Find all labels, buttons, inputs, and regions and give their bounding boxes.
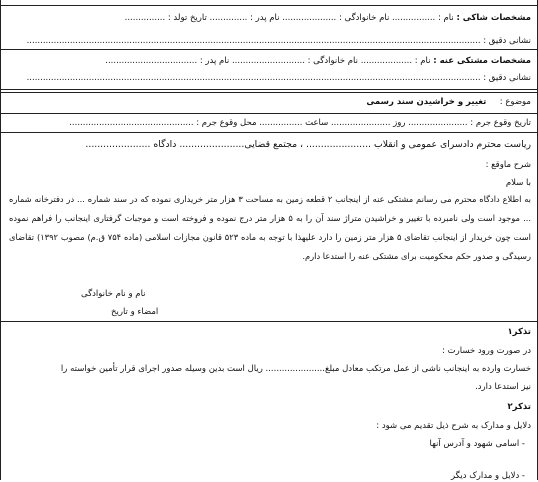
defendant-row	[7, 55, 531, 67]
complainant-address: نشانی دقیق : ........................................................................................................................................................................	[26, 36, 531, 46]
greeting: با سلام	[505, 178, 531, 188]
defendant-address: نشانی دقیق : ........................................................................................................................................................................	[26, 73, 531, 83]
divider	[1, 113, 537, 114]
note2-bullet-1: - اسامی شهود و آدرس آنها	[429, 439, 525, 449]
note2-title: تذکر۲	[507, 402, 531, 412]
note1-line1: در صورت ورود خسارت :	[442, 346, 531, 356]
note1-title: تذکر۱	[507, 327, 531, 337]
description-label: شرح ماوقع :	[485, 160, 531, 170]
subject-row	[7, 96, 531, 108]
divider	[1, 89, 537, 90]
divider	[1, 321, 537, 322]
complainant-row	[7, 12, 531, 24]
form-top-border	[1, 5, 537, 6]
divider	[1, 92, 537, 93]
complaint-paragraph: به اطلاع دادگاه محترم می رسانم مشتکی عنه از اینجانب ۲ قطعه زمین به مساحت ۳ هزار متر خریداری نموده که در سند شماره ... در دفترخانه شماره ... موجود است ولی نامبرده با تغییر و خراشیدن متراژ سند آن را به ۵ هزار متر درج نموده و فروخته است و موجبات گرفتاری اینجانب را فراهم نموده است چون خریدار از اینجانب تقاضای ۵ هزار متر زمین را دارد علیهذا با توجه به ماده ۵۲۳ قانون مجازات اسلامی (ماده ۷۵۴ ق.م) مصوب ۱۳۹۲) تقاضای رسیدگی و صدور حکم محکومیت برای مشتکی عنه را استدعا دارم.	[9, 194, 531, 261]
note2-bullet-2: - دلایل و مدارک دیگر	[450, 471, 525, 481]
divider	[1, 132, 537, 133]
name-label: نام و نام خانوادگی	[81, 289, 146, 299]
note1-line3: نیز استدعا دارد.	[475, 382, 531, 392]
subject-label: موضوع :	[499, 97, 531, 107]
note2-line1: دلایل و مدارک به شرح ذیل تقدیم می شود :	[376, 421, 531, 431]
complainant-fields: نام : ................ نام خانوادگی : .................... نام پدر : .............. تاریخ تولد : ...............	[124, 13, 454, 23]
subject-value: تغییر و خراشیدن سند رسمی	[366, 97, 487, 107]
addressee-line: ریاست محترم دادسرای عمومی و انقلاب ...................... ، مجتمع قضایی...................... دادگاه ......................	[85, 139, 531, 150]
defendant-fields: نام : ................... نام خانوادگی : ........................... نام پدر : ..................................	[105, 56, 431, 66]
divider	[1, 49, 537, 50]
incident-row: تاریخ وقوع جرم : ...................... روز ...................... ساعت ................ محل وقوع جرم : ..............................................	[69, 118, 531, 128]
defendant-heading: مشخصات مشتکی عنه :	[433, 56, 531, 66]
signature-label: امضاء و تاریخ	[111, 307, 159, 317]
complainant-heading: مشخصات شاکی :	[456, 13, 531, 23]
note1-line2: خسارت وارده به اینجانب ناشی از عمل مرتکب معادل مبلغ...................... ریال است بدین وسیله صدور اجرای قرار تأمین خواسته را	[60, 364, 531, 374]
